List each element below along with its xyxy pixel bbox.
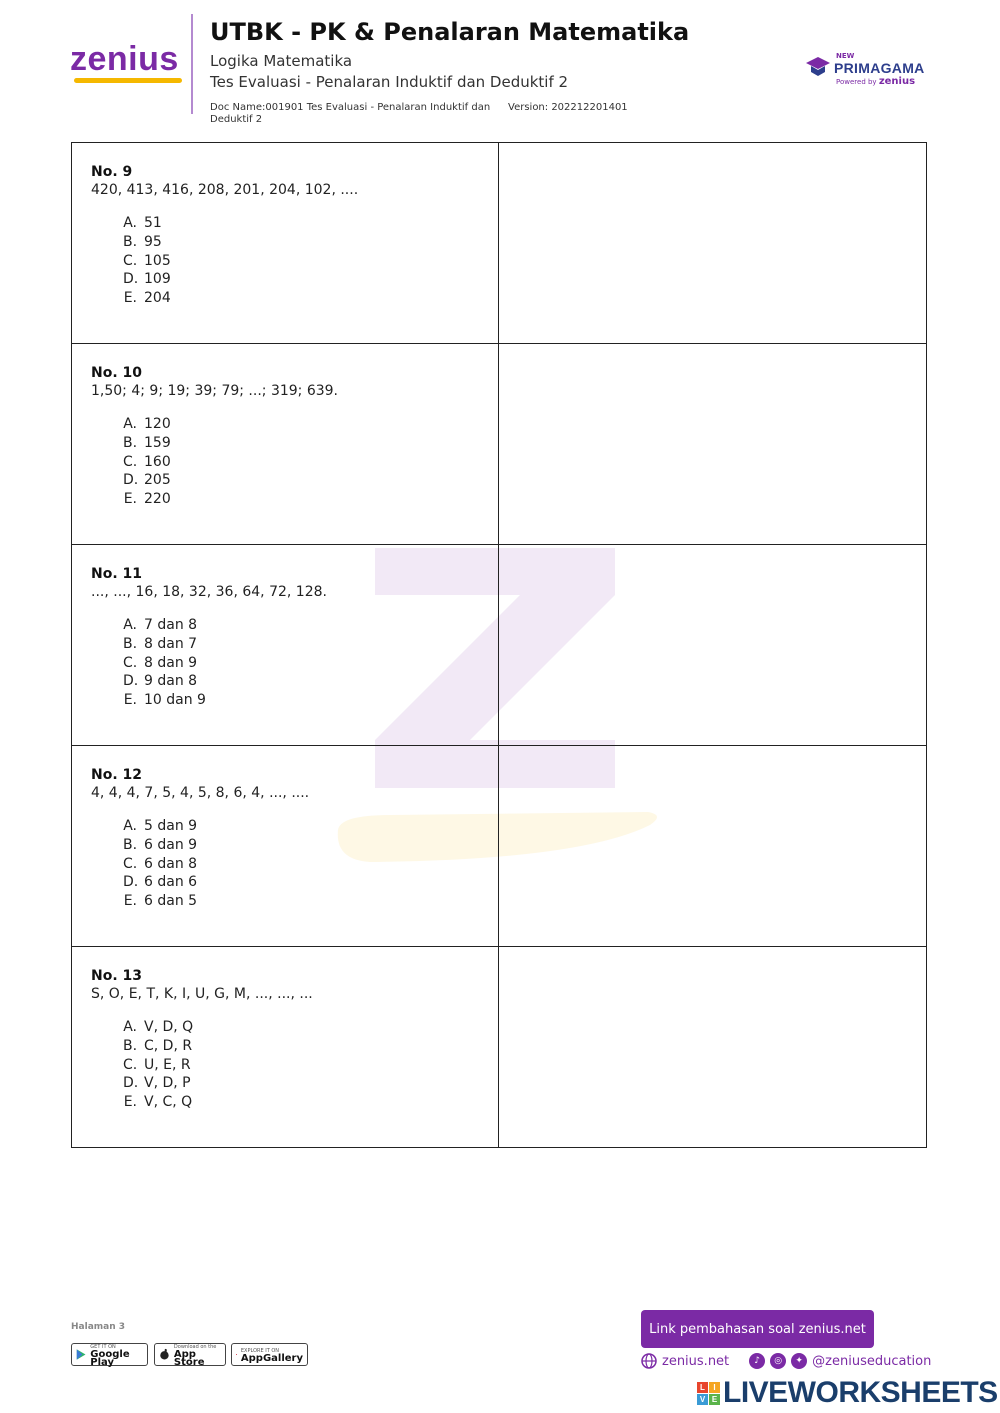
- option-text: V, C, Q: [144, 1094, 193, 1111]
- app-gallery-small: EXPLORE IT ON: [240, 1347, 280, 1354]
- option-text: 120: [144, 416, 171, 432]
- page-number: Halaman 3: [71, 1322, 126, 1332]
- option-item[interactable]: [123, 233, 498, 252]
- app-store-text: [174, 1343, 221, 1367]
- option-letter: E.: [123, 290, 137, 307]
- option-text: V, D, P: [144, 1075, 191, 1092]
- option-letter: C.: [123, 855, 138, 872]
- option-letter: A.: [123, 1019, 137, 1035]
- option-text: U, E, R: [144, 1056, 191, 1073]
- doc-name-line2: Deduktif 2: [210, 114, 263, 125]
- liveworksheets-live-icon: [697, 1382, 720, 1405]
- option-text: 8 dan 9: [144, 654, 198, 671]
- question-text: 420, 413, 416, 208, 201, 204, 102, ....: [91, 182, 359, 198]
- option-letter: D.: [123, 673, 139, 690]
- question-cell: [72, 143, 499, 343]
- option-letter: C.: [123, 654, 138, 671]
- option-item[interactable]: [123, 616, 498, 635]
- question-number: No. 9: [91, 164, 133, 180]
- option-item[interactable]: [123, 1056, 498, 1075]
- primagama-logo: [806, 52, 931, 92]
- option-text: 105: [144, 252, 171, 269]
- answer-area[interactable]: [499, 947, 926, 1147]
- question-row: [72, 344, 926, 545]
- option-letter: C.: [123, 252, 138, 269]
- option-text: 5 dan 9: [144, 818, 198, 834]
- option-item[interactable]: [123, 836, 498, 855]
- answer-area[interactable]: [499, 344, 926, 544]
- app-gallery-badge[interactable]: [231, 1343, 308, 1366]
- option-item[interactable]: [123, 1018, 498, 1037]
- option-list: [91, 817, 498, 911]
- option-item[interactable]: [123, 817, 498, 836]
- answer-area[interactable]: [499, 143, 926, 343]
- live-cell: L: [697, 1382, 708, 1393]
- google-play-badge[interactable]: [71, 1343, 148, 1366]
- zenius-logo-text: zenius: [70, 40, 179, 78]
- option-letter: E.: [123, 1094, 137, 1111]
- question-number: No. 13: [91, 968, 143, 984]
- option-text: 205: [144, 472, 171, 489]
- question-text: ..., ..., 16, 18, 32, 36, 64, 72, 128.: [91, 584, 327, 600]
- google-play-text: [90, 1343, 143, 1367]
- option-letter: B.: [123, 1037, 138, 1054]
- document-meta: [210, 102, 640, 126]
- live-cell: E: [709, 1394, 720, 1405]
- app-store-small: Download on the: [173, 1343, 217, 1350]
- solution-link-button[interactable]: Link pembahasan soal zenius.net: [641, 1310, 874, 1348]
- option-text: 10 dan 9: [144, 692, 206, 709]
- primagama-powered-brand: zenius: [878, 76, 916, 87]
- answer-area[interactable]: [499, 545, 926, 745]
- liveworksheets-text: LIVEWORKSHEETS: [723, 1376, 998, 1409]
- app-gallery-label: AppGallery: [240, 1352, 303, 1364]
- question-text: 4, 4, 4, 7, 5, 4, 5, 8, 6, 4, ..., ....: [91, 785, 310, 801]
- primagama-new-label: NEW: [836, 52, 855, 60]
- option-text: V, D, Q: [144, 1019, 194, 1035]
- doc-version: Version: 202212201401: [508, 102, 628, 113]
- option-letter: E.: [123, 491, 137, 508]
- option-text: 6 dan 5: [144, 893, 198, 910]
- question-cell: [72, 545, 499, 745]
- question-cell: [72, 947, 499, 1147]
- option-item[interactable]: [123, 453, 498, 472]
- option-text: 6 dan 6: [144, 874, 198, 891]
- primagama-name: PRIMAGAMA: [834, 60, 925, 76]
- option-letter: B.: [123, 635, 138, 652]
- live-cell: I: [709, 1382, 720, 1393]
- graduation-cap-icon: [806, 56, 830, 78]
- option-letter: B.: [123, 836, 138, 853]
- zenius-logo: [70, 40, 179, 79]
- option-item[interactable]: [123, 892, 498, 911]
- option-text: 95: [144, 233, 162, 250]
- website-link[interactable]: zenius.net: [662, 1353, 730, 1369]
- primagama-powered-label: Powered by: [836, 78, 877, 86]
- app-gallery-text: [241, 1347, 303, 1363]
- question-text: 1,50; 4; 9; 19; 39; 79; ...; 319; 639.: [91, 383, 339, 399]
- option-item[interactable]: [123, 490, 498, 509]
- option-letter: C.: [123, 1056, 138, 1073]
- option-item[interactable]: [123, 252, 498, 271]
- question-table: [71, 142, 927, 1148]
- question-number: No. 12: [91, 767, 143, 783]
- option-letter: C.: [123, 453, 138, 470]
- social-bar: [641, 1352, 931, 1370]
- option-list: [91, 1018, 498, 1112]
- option-item[interactable]: [123, 289, 498, 308]
- google-play-label: Google Play: [90, 1348, 130, 1368]
- option-item[interactable]: [123, 672, 498, 691]
- google-play-small: GET IT ON: [90, 1343, 116, 1350]
- option-text: 51: [144, 215, 162, 231]
- question-number: No. 11: [91, 566, 143, 582]
- option-item[interactable]: [123, 654, 498, 673]
- option-text: 6 dan 8: [144, 855, 198, 872]
- option-item[interactable]: [123, 270, 498, 289]
- app-store-label: App Store: [173, 1348, 205, 1368]
- option-letter: E.: [123, 692, 137, 709]
- option-letter: D.: [123, 1075, 139, 1092]
- option-list: [91, 415, 498, 509]
- answer-area[interactable]: [499, 746, 926, 946]
- option-letter: D.: [123, 874, 139, 891]
- question-cell: [72, 344, 499, 544]
- question-text: S, O, E, T, K, I, U, G, M, ..., ..., ...: [91, 986, 313, 1002]
- option-letter: B.: [123, 434, 138, 451]
- option-text: 159: [144, 434, 171, 451]
- option-text: 7 dan 8: [144, 617, 198, 633]
- tiktok-icon[interactable]: ♪: [749, 1353, 765, 1369]
- apple-icon: [159, 1348, 170, 1361]
- option-text: 160: [144, 453, 171, 470]
- globe-icon: [641, 1353, 657, 1369]
- option-item[interactable]: [123, 434, 498, 453]
- option-list: [91, 616, 498, 710]
- question-row: [72, 143, 926, 344]
- question-row: [72, 947, 926, 1147]
- option-letter: B.: [123, 233, 138, 250]
- option-text: 6 dan 9: [144, 836, 198, 853]
- live-cell: V: [697, 1394, 708, 1405]
- option-letter: A.: [123, 215, 137, 231]
- google-play-icon: [76, 1348, 86, 1361]
- app-store-badge[interactable]: [154, 1343, 226, 1366]
- option-text: 9 dan 8: [144, 673, 198, 690]
- option-text: 204: [144, 290, 171, 307]
- option-letter: A.: [123, 617, 137, 633]
- option-text: 109: [144, 271, 171, 288]
- option-letter: E.: [123, 893, 137, 910]
- document-chapter: Tes Evaluasi - Penalaran Induktif dan Deduktif 2: [210, 73, 569, 91]
- option-item[interactable]: [123, 214, 498, 233]
- option-item[interactable]: [123, 1093, 498, 1112]
- doc-name-line1: Doc Name:001901 Tes Evaluasi - Penalaran Induktif dan: [210, 102, 491, 113]
- zenius-logo-swoosh: [74, 78, 182, 83]
- document-subject: Logika Matematika: [210, 52, 353, 70]
- option-text: C, D, R: [144, 1037, 193, 1054]
- option-list: [91, 214, 498, 308]
- option-letter: A.: [123, 818, 137, 834]
- document-title: UTBK - PK & Penalaran Matematika: [210, 18, 690, 46]
- option-item[interactable]: [123, 635, 498, 654]
- option-item[interactable]: [123, 855, 498, 874]
- huawei-icon: [236, 1348, 237, 1361]
- option-text: 220: [144, 491, 171, 508]
- primagama-powered: [836, 76, 915, 87]
- instagram-icon[interactable]: ◎: [770, 1353, 786, 1369]
- question-row: [72, 545, 926, 746]
- option-letter: D.: [123, 271, 139, 288]
- option-letter: D.: [123, 472, 139, 489]
- liveworksheets-logo: [697, 1376, 998, 1410]
- option-item[interactable]: [123, 691, 498, 710]
- option-text: 8 dan 7: [144, 635, 198, 652]
- header-divider: [191, 14, 193, 114]
- option-letter: A.: [123, 416, 137, 432]
- option-item[interactable]: [123, 873, 498, 892]
- option-item[interactable]: [123, 415, 498, 434]
- question-number: No. 10: [91, 365, 143, 381]
- question-cell: [72, 746, 499, 946]
- question-row: [72, 746, 926, 947]
- option-item[interactable]: [123, 1037, 498, 1056]
- twitter-icon[interactable]: ✦: [791, 1353, 807, 1369]
- option-item[interactable]: [123, 1074, 498, 1093]
- option-item[interactable]: [123, 471, 498, 490]
- social-handle[interactable]: @zeniuseducation: [812, 1353, 932, 1369]
